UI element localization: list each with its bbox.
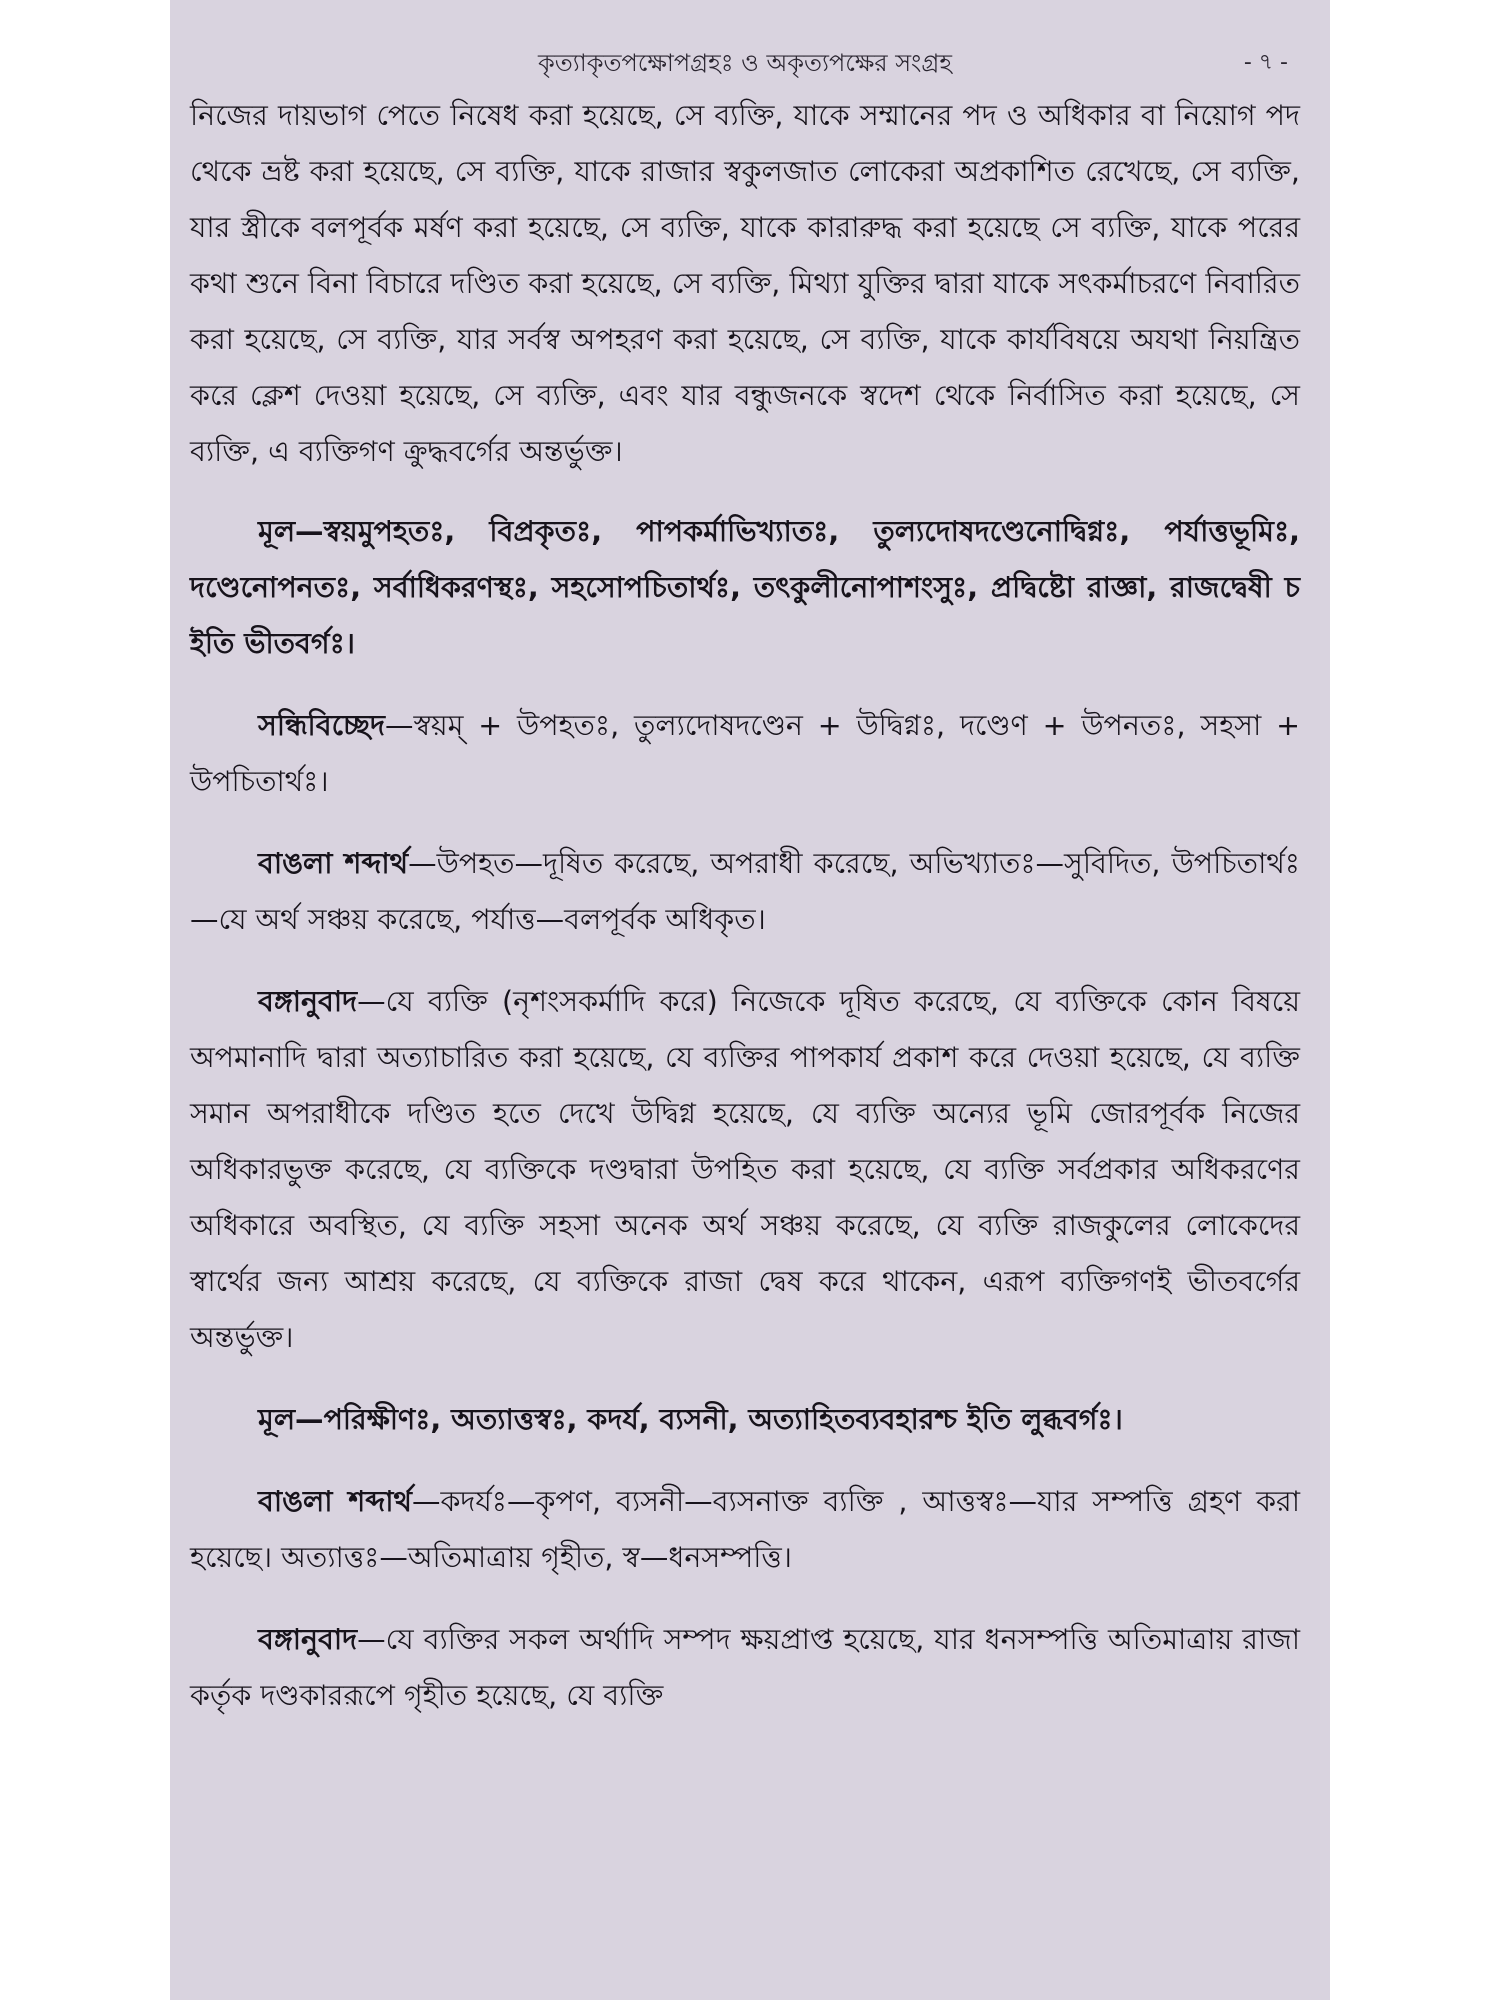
paragraph-lead: মূল—: [258, 1403, 324, 1436]
paragraph-text: —উপহত—দূষিত করেছে, অপরাধী করেছে, অভিখ্যাতঃ—সুবিদিত, উপচিতার্থঃ—যে অর্থ সঞ্চয় করেছে, পর্যাত্ত—বলপূর্বক অধিকৃত।: [190, 847, 1300, 936]
paragraph-lead: মূল—: [258, 515, 324, 548]
paragraph-lead: বঙ্গানুবাদ: [258, 1623, 358, 1656]
paragraph-lead: বাঙলা শব্দার্থ: [258, 847, 409, 880]
paragraph-bangla-shabdartha: [190, 836, 1300, 948]
paragraph-text: পরিক্ষীণঃ, অত্যাত্তস্বঃ, কদর্য, ব্যসনী, অত্যাহিতব্যবহারশ্চ ইতি লুব্ধবর্গঃ।: [323, 1403, 1123, 1436]
paragraph-text: —কদর্যঃ—কৃপণ, ব্যসনী—ব্যসনাক্ত ব্যক্তি , আত্তস্বঃ—যার সম্পত্তি গ্রহণ করা হয়েছে। অত্যাত্তঃ—অতিমাত্রায় গৃহীত, স্ব—ধনসম্পত্তি।: [190, 1485, 1300, 1574]
paragraph-mula-bhita-varga: [190, 504, 1300, 672]
scanned-page: [170, 0, 1330, 2000]
paragraph-text: —যে ব্যক্তির সকল অর্থাদি সম্পদ ক্ষয়প্রাপ্ত হয়েছে, যার ধনসম্পত্তি অতিমাত্রায় রাজা কর্তৃক দণ্ডকাররূপে গৃহীত হয়েছে, যে ব্যক্তি: [190, 1623, 1300, 1712]
paragraph-krodh-varga-continuation: [190, 88, 1300, 480]
paragraph-text: স্বয়মুপহতঃ, বিপ্রকৃতঃ, পাপকর্মাভিখ্যাতঃ, তুল্যদোষদণ্ডেনোদ্বিগ্নঃ, পর্যাত্তভূমিঃ, দণ্ডেনোপনতঃ, সর্বাধিকরণস্থঃ, সহসোপচিতার্থঃ, তৎকুলীনোপাশংসুঃ, প্রদ্বিষ্টো রাজ্ঞা, রাজদ্বেষী চ ইতি ভীতবর্গঃ।: [190, 515, 1300, 660]
page-number: - ৭ -: [1243, 50, 1288, 75]
paragraph-mula-lubdha-varga: [190, 1392, 1300, 1448]
running-header: [190, 38, 1300, 88]
paragraph-text: —যে ব্যক্তি (নৃশংসকর্মাদি করে) নিজেকে দূষিত করেছে, যে ব্যক্তিকে কোন বিষয়ে অপমানাদি দ্বারা অত্যাচারিত করা হয়েছে, যে ব্যক্তির পাপকার্য প্রকাশ করে দেওয়া হয়েছে, যে ব্যক্তি সমান অপরাধীকে দণ্ডিত হতে দেখে উদ্বিগ্ন হয়েছে, যে ব্যক্তি অন্যের ভূমি জোরপূর্বক নিজের অধিকারভুক্ত করেছে, যে ব্যক্তিকে দণ্ডদ্বারা উপহিত করা হয়েছে, যে ব্যক্তি সর্বপ্রকার অধিকরণের অধিকারে অবস্থিত, যে ব্যক্তি সহসা অনেক অর্থ সঞ্চয় করেছে, যে ব্যক্তি রাজকুলের লোকেদের স্বার্থের জন্য আশ্রয় করেছে, যে ব্যক্তিকে রাজা দ্বেষ করে থাকেন, এরূপ ব্যক্তিগণই ভীতবর্গের অন্তর্ভুক্ত।: [190, 985, 1300, 1354]
paragraph-text: —স্বয়ম্ + উপহতঃ, তুল্যদোষদণ্ডেন + উদ্বিগ্নঃ, দণ্ডেণ + উপনতঃ, সহসা + উপচিতার্থঃ।: [190, 709, 1300, 798]
paragraph-lead: বাঙলা শব্দার্থ: [258, 1485, 412, 1518]
paragraph-lead: বঙ্গানুবাদ: [258, 985, 358, 1018]
paragraph-lead: সন্ধিবিচ্ছেদ: [258, 709, 385, 742]
paragraph-sandhi-vicched: [190, 698, 1300, 810]
paragraph-bangla-shabdartha-lubdha: [190, 1474, 1300, 1586]
paragraph-banganubad-lubdha-varga: [190, 1612, 1300, 1724]
paragraph-banganubad-bhita-varga: [190, 974, 1300, 1366]
header-title: কৃত্যাকৃতপক্ষোপগ্রহঃ ও অকৃত্যপক্ষের সংগ্রহ: [538, 49, 952, 77]
paragraph-text: নিজের দায়ভাগ পেতে নিষেধ করা হয়েছে, সে ব্যক্তি, যাকে সম্মানের পদ ও অধিকার বা নিয়োগ পদ থেকে ভ্রষ্ট করা হয়েছে, সে ব্যক্তি, যাকে রাজার স্বকুলজাত লোকেরা অপ্রকাশিত রেখেছে, সে ব্যক্তি, যার স্ত্রীকে বলপূর্বক মর্ষণ করা হয়েছে, সে ব্যক্তি, যাকে কারারুদ্ধ করা হয়েছে সে ব্যক্তি, যাকে পরের কথা শুনে বিনা বিচারে দণ্ডিত করা হয়েছে, সে ব্যক্তি, মিথ্যা যুক্তির দ্বারা যাকে সৎকর্মাচরণে নিবারিত করা হয়েছে, সে ব্যক্তি, যার সর্বস্ব অপহরণ করা হয়েছে, সে ব্যক্তি, যাকে কার্যবিষয়ে অযথা নিয়ন্ত্রিত করে ক্লেশ দেওয়া হয়েছে, সে ব্যক্তি, এবং যার বন্ধুজনকে স্বদেশ থেকে নির্বাসিত করা হয়েছে, সে ব্যক্তি, এ ব্যক্তিগণ ক্রুদ্ধবর্গের অন্তর্ভুক্ত।: [190, 99, 1300, 468]
